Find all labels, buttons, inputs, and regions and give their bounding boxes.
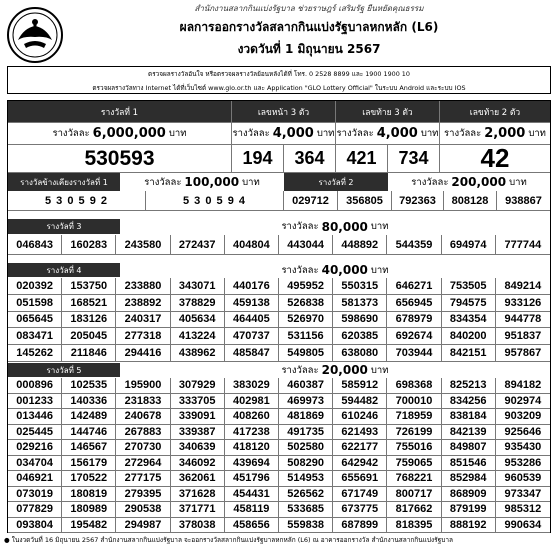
prize5-number: 990634 — [496, 518, 550, 534]
prize2-number-4: 808128 — [444, 191, 497, 211]
amount-unit: บาท — [242, 176, 260, 188]
prize3-number: 046843 — [8, 235, 62, 255]
amount-value: 4,000 — [376, 126, 418, 141]
prize4-number: 211846 — [62, 345, 116, 362]
lottery-emblem-icon — [6, 6, 64, 64]
prize4-number: 944778 — [496, 312, 550, 329]
amount-prefix: รางวัลละ — [281, 264, 319, 276]
prize5-number: 768221 — [387, 471, 441, 487]
prize4-number: 549805 — [279, 345, 333, 362]
prize5-number: 290538 — [116, 502, 170, 518]
prize5-number: 371771 — [171, 502, 225, 518]
prize5-number: 903209 — [496, 409, 550, 425]
first-prize-header: รางวัลที่ 1 — [8, 101, 232, 123]
prize2-amount — [388, 173, 550, 191]
front3-number-2: 364 — [284, 145, 336, 173]
prize5-number: 834256 — [442, 394, 496, 410]
prize5-number: 610246 — [333, 409, 387, 425]
prize5-number: 146567 — [62, 440, 116, 456]
prize4-number: 438962 — [171, 345, 225, 362]
prize4-number: 405634 — [171, 312, 225, 329]
prize5-number: 195482 — [62, 518, 116, 534]
prize5-number: 439694 — [225, 456, 279, 472]
prize3-number: 443044 — [279, 235, 333, 255]
prize5-number: 231833 — [116, 394, 170, 410]
info-line-internet: ตรวจผลรางวัลทาง Internet ได้ที่เว็บไซต์ www.glo.or.th และ Application "GLO Lottery Official" ในระบบ Android และระบบ IOS — [92, 84, 466, 92]
prize5-number: 073019 — [8, 487, 62, 503]
front3-header: เลขหน้า 3 ตัว — [232, 101, 336, 123]
prize4-number: 692674 — [387, 328, 441, 345]
prize5-number: 508290 — [279, 456, 333, 472]
info-line-phone: ตรวจผลรางวัลอันใจ หรือตรวจผลรางวัลย้อนหลังได้ที่ โทร. 0 2528 8899 และ 1900 1900 10 — [148, 70, 410, 78]
prize5-number: 093804 — [8, 518, 62, 534]
prize5-number: 718959 — [387, 409, 441, 425]
amount-value: 200,000 — [451, 175, 507, 189]
prize5-number: 818395 — [387, 518, 441, 534]
prize5-number: 755016 — [387, 440, 441, 456]
prize3-number: 243580 — [116, 235, 170, 255]
prize5-number: 025445 — [8, 425, 62, 441]
prize5-number: 339387 — [171, 425, 225, 441]
prize4-number: 233880 — [116, 278, 170, 295]
prize5-number: 340639 — [171, 440, 225, 456]
prize4-number: 834354 — [442, 312, 496, 329]
prize5-number: 294987 — [116, 518, 170, 534]
prize4-number: 526838 — [279, 295, 333, 312]
prize5-number: 402981 — [225, 394, 279, 410]
prize5-number: 800717 — [387, 487, 441, 503]
prize5-number: 642942 — [333, 456, 387, 472]
prize2-number-2: 356805 — [338, 191, 392, 211]
prize5-number: 838184 — [442, 409, 496, 425]
near-first-amount — [120, 173, 284, 191]
prize4-number: 238892 — [116, 295, 170, 312]
prize4-number: 240317 — [116, 312, 170, 329]
prize5-number: 362061 — [171, 471, 225, 487]
prize4-number: 646271 — [387, 278, 441, 295]
draw-date: งวดวันที่ 1 มิถุนายน 2567 — [237, 42, 381, 56]
prize5-number: 953286 — [496, 456, 550, 472]
prize5-number: 339091 — [171, 409, 225, 425]
prize5-number: 140336 — [62, 394, 116, 410]
header — [0, 0, 558, 66]
amount-unit: บาท — [370, 364, 389, 376]
prize4-number: 464405 — [225, 312, 279, 329]
prize4-number: 470737 — [225, 328, 279, 345]
amount-prefix: รางวัลละ — [411, 176, 449, 188]
prize5-number: 272964 — [116, 456, 170, 472]
prize5-number: 502580 — [279, 440, 333, 456]
prize5-number: 277175 — [116, 471, 170, 487]
prize4-number: 840200 — [442, 328, 496, 345]
front3-amount — [232, 123, 336, 145]
amount-value: 6,000,000 — [92, 126, 166, 141]
prize5-number: 985312 — [496, 502, 550, 518]
prize4-number: 413224 — [171, 328, 225, 345]
prize5-number: 759065 — [387, 456, 441, 472]
prize2-number-5: 938867 — [497, 191, 550, 211]
prize5-number: 621493 — [333, 425, 387, 441]
prize5-number: 852984 — [442, 471, 496, 487]
prize4-number: 153750 — [62, 278, 116, 295]
back3-number-2: 734 — [388, 145, 440, 173]
prize5-number: 307929 — [171, 378, 225, 394]
prize4-number: 581373 — [333, 295, 387, 312]
prize5-number: 594482 — [333, 394, 387, 410]
prize5-amount — [120, 362, 550, 378]
prize5-number: 460387 — [279, 378, 333, 394]
prize3-number: 160283 — [62, 235, 116, 255]
prize4-number: 656945 — [387, 295, 441, 312]
prize5-number: 868909 — [442, 487, 496, 503]
front3-number-1: 194 — [232, 145, 284, 173]
prize4-number: 294416 — [116, 345, 170, 362]
prize4-number: 849214 — [496, 278, 550, 295]
prize5-number: 371628 — [171, 487, 225, 503]
prize4-number: 459138 — [225, 295, 279, 312]
prize5-number: 001233 — [8, 394, 62, 410]
prize2-header: รางวัลที่ 2 — [284, 173, 388, 191]
prize5-number: 655691 — [333, 471, 387, 487]
prize5-number: 144746 — [62, 425, 116, 441]
prize5-number: 418120 — [225, 440, 279, 456]
prize5-number: 526562 — [279, 487, 333, 503]
prize5-number: 013446 — [8, 409, 62, 425]
prize4-number: 378829 — [171, 295, 225, 312]
prize5-number: 383029 — [225, 378, 279, 394]
prize3-number: 448892 — [333, 235, 387, 255]
prize5-number: 279395 — [116, 487, 170, 503]
prize3-header: รางวัลที่ 3 — [8, 219, 120, 234]
amount-prefix: รางวัลละ — [144, 176, 182, 188]
prize5-number: 925646 — [496, 425, 550, 441]
prize5-number: 333705 — [171, 394, 225, 410]
prize3-amount — [120, 218, 550, 235]
prize4-number: 343071 — [171, 278, 225, 295]
prize5-number: 469973 — [279, 394, 333, 410]
near-first-header: รางวัลข้างเคียงรางวัลที่ 1 — [8, 173, 120, 191]
prize5-number: 894182 — [496, 378, 550, 394]
prize5-number: 698368 — [387, 378, 441, 394]
amount-value: 100,000 — [184, 175, 240, 189]
prize5-number: 700010 — [387, 394, 441, 410]
back2-header: เลขท้าย 2 ตัว — [440, 101, 550, 123]
prize5-number: 458656 — [225, 518, 279, 534]
info-box — [7, 66, 551, 94]
prize3-number: 694974 — [442, 235, 496, 255]
back3-header: เลขท้าย 3 ตัว — [336, 101, 440, 123]
prize4-number: 485847 — [225, 345, 279, 362]
amount-value: 20,000 — [321, 363, 368, 377]
amount-prefix: รางวัลละ — [232, 128, 270, 139]
results-table — [7, 100, 551, 533]
prize4-number: 495952 — [279, 278, 333, 295]
prize5-number: 378038 — [171, 518, 225, 534]
prize5-number: 973347 — [496, 487, 550, 503]
prize4-number: 753505 — [442, 278, 496, 295]
prize4-number: 145262 — [8, 345, 62, 362]
back3-number-1: 421 — [336, 145, 388, 173]
prize5-number: 267883 — [116, 425, 170, 441]
prize5-number: 195900 — [116, 378, 170, 394]
amount-value: 40,000 — [321, 263, 368, 277]
prize3-number: 272437 — [171, 235, 225, 255]
prize5-number: 481869 — [279, 409, 333, 425]
prize5-number: 514953 — [279, 471, 333, 487]
prize5-number: 533685 — [279, 502, 333, 518]
prize4-number: 531156 — [279, 328, 333, 345]
prize5-number: 726199 — [387, 425, 441, 441]
prize4-number: 440176 — [225, 278, 279, 295]
prize5-number: 902974 — [496, 394, 550, 410]
prize5-number: 240678 — [116, 409, 170, 425]
near-first-number-1: 5 3 0 5 9 2 — [8, 191, 146, 211]
prize5-number: 000896 — [8, 378, 62, 394]
amount-prefix: รางวัลละ — [336, 128, 374, 139]
prize5-number: 671749 — [333, 487, 387, 503]
amount-prefix: รางวัลละ — [444, 128, 482, 139]
prize4-number: 083471 — [8, 328, 62, 345]
prize5-number: 077829 — [8, 502, 62, 518]
prize4-number: 842151 — [442, 345, 496, 362]
prize4-number: 620385 — [333, 328, 387, 345]
prize5-number: 417238 — [225, 425, 279, 441]
prize3-number: 777744 — [496, 235, 550, 255]
prize4-number: 526970 — [279, 312, 333, 329]
prize4-number: 277318 — [116, 328, 170, 345]
amount-unit: บาท — [316, 128, 335, 139]
prize4-number: 933126 — [496, 295, 550, 312]
back2-number: 42 — [440, 145, 550, 173]
prize4-number: 703944 — [387, 345, 441, 362]
prize4-number: 550315 — [333, 278, 387, 295]
prize5-number: 849807 — [442, 440, 496, 456]
prize5-number: 687899 — [333, 518, 387, 534]
prize5-header: รางวัลที่ 5 — [8, 363, 120, 377]
prize4-number: 678979 — [387, 312, 441, 329]
prize5-number: 180989 — [62, 502, 116, 518]
prize5-number: 585912 — [333, 378, 387, 394]
prize5-number: 454431 — [225, 487, 279, 503]
prize5-number: 102535 — [62, 378, 116, 394]
amount-unit: บาท — [370, 221, 389, 232]
prize4-number: 065645 — [8, 312, 62, 329]
back2-amount — [440, 123, 550, 145]
back3-amount — [336, 123, 440, 145]
prize5-number: 888192 — [442, 518, 496, 534]
amount-unit: บาท — [509, 176, 527, 188]
prize4-number: 205045 — [62, 328, 116, 345]
prize5-number: 180819 — [62, 487, 116, 503]
prize5-number: 935430 — [496, 440, 550, 456]
prize4-number: 794575 — [442, 295, 496, 312]
prize5-number: 346092 — [171, 456, 225, 472]
amount-prefix: รางวัลละ — [281, 364, 319, 376]
prize4-number: 598690 — [333, 312, 387, 329]
footer-note: ● ในงวดวันที่ 16 มิถุนายน 2567 สำนักงานสลากกินแบ่งรัฐบาล จะออกรางวัลสลากกินแบ่งรัฐบาลหกหลัก (L6) ณ อาคารออกรางวัล สำนักงานสลากกินแบ่งรัฐบาล — [4, 536, 454, 544]
prize5-number: 960539 — [496, 471, 550, 487]
amount-unit: บาท — [370, 264, 389, 276]
amount-prefix: รางวัลละ — [52, 128, 90, 139]
prize5-number: 170522 — [62, 471, 116, 487]
prize3-number: 404804 — [225, 235, 279, 255]
prize2-number-1: 029712 — [284, 191, 338, 211]
prize5-number: 842139 — [442, 425, 496, 441]
prize4-number: 951837 — [496, 328, 550, 345]
prize5-number: 034704 — [8, 456, 62, 472]
first-prize-amount — [8, 123, 232, 145]
prize5-number: 142489 — [62, 409, 116, 425]
amount-value: 4,000 — [272, 126, 314, 141]
amount-unit: บาท — [420, 128, 439, 139]
amount-value: 2,000 — [484, 126, 526, 141]
prize4-number: 020392 — [8, 278, 62, 295]
prize5-number: 046921 — [8, 471, 62, 487]
prize4-number: 183126 — [62, 312, 116, 329]
prize5-number: 270730 — [116, 440, 170, 456]
prize5-number: 817662 — [387, 502, 441, 518]
prize5-number: 879199 — [442, 502, 496, 518]
prize5-number: 156179 — [62, 456, 116, 472]
amount-unit: บาท — [528, 128, 546, 139]
motto: สำนักงานสลากกินแบ่งรัฐบาล ช่วยราษฎร์ เสริมรัฐ ยืนหยัดคุณธรรม — [194, 4, 424, 13]
prize4-number: 051598 — [8, 295, 62, 312]
prize2-number-3: 792363 — [392, 191, 444, 211]
document-title: ผลการออกรางวัลสลากกินแบ่งรัฐบาลหกหลัก (L6) — [179, 20, 439, 34]
prize4-number: 638080 — [333, 345, 387, 362]
prize5-number: 622177 — [333, 440, 387, 456]
prize5-number: 491735 — [279, 425, 333, 441]
prize3-number: 544359 — [387, 235, 441, 255]
prize5-number: 825213 — [442, 378, 496, 394]
prize4-number: 168521 — [62, 295, 116, 312]
prize5-number: 851546 — [442, 456, 496, 472]
prize5-number: 559838 — [279, 518, 333, 534]
amount-prefix: รางวัลละ — [281, 221, 319, 232]
prize5-number: 673775 — [333, 502, 387, 518]
prize4-header: รางวัลที่ 4 — [8, 263, 120, 277]
prize5-number: 458119 — [225, 502, 279, 518]
near-first-number-2: 5 3 0 5 9 4 — [146, 191, 284, 211]
amount-unit: บาท — [168, 128, 187, 139]
prize5-number: 029216 — [8, 440, 62, 456]
prize5-number: 408260 — [225, 409, 279, 425]
amount-value: 80,000 — [321, 219, 368, 234]
prize5-number: 451796 — [225, 471, 279, 487]
prize4-amount — [120, 262, 550, 278]
first-prize-number: 530593 — [8, 145, 232, 173]
prize4-number: 957867 — [496, 345, 550, 362]
